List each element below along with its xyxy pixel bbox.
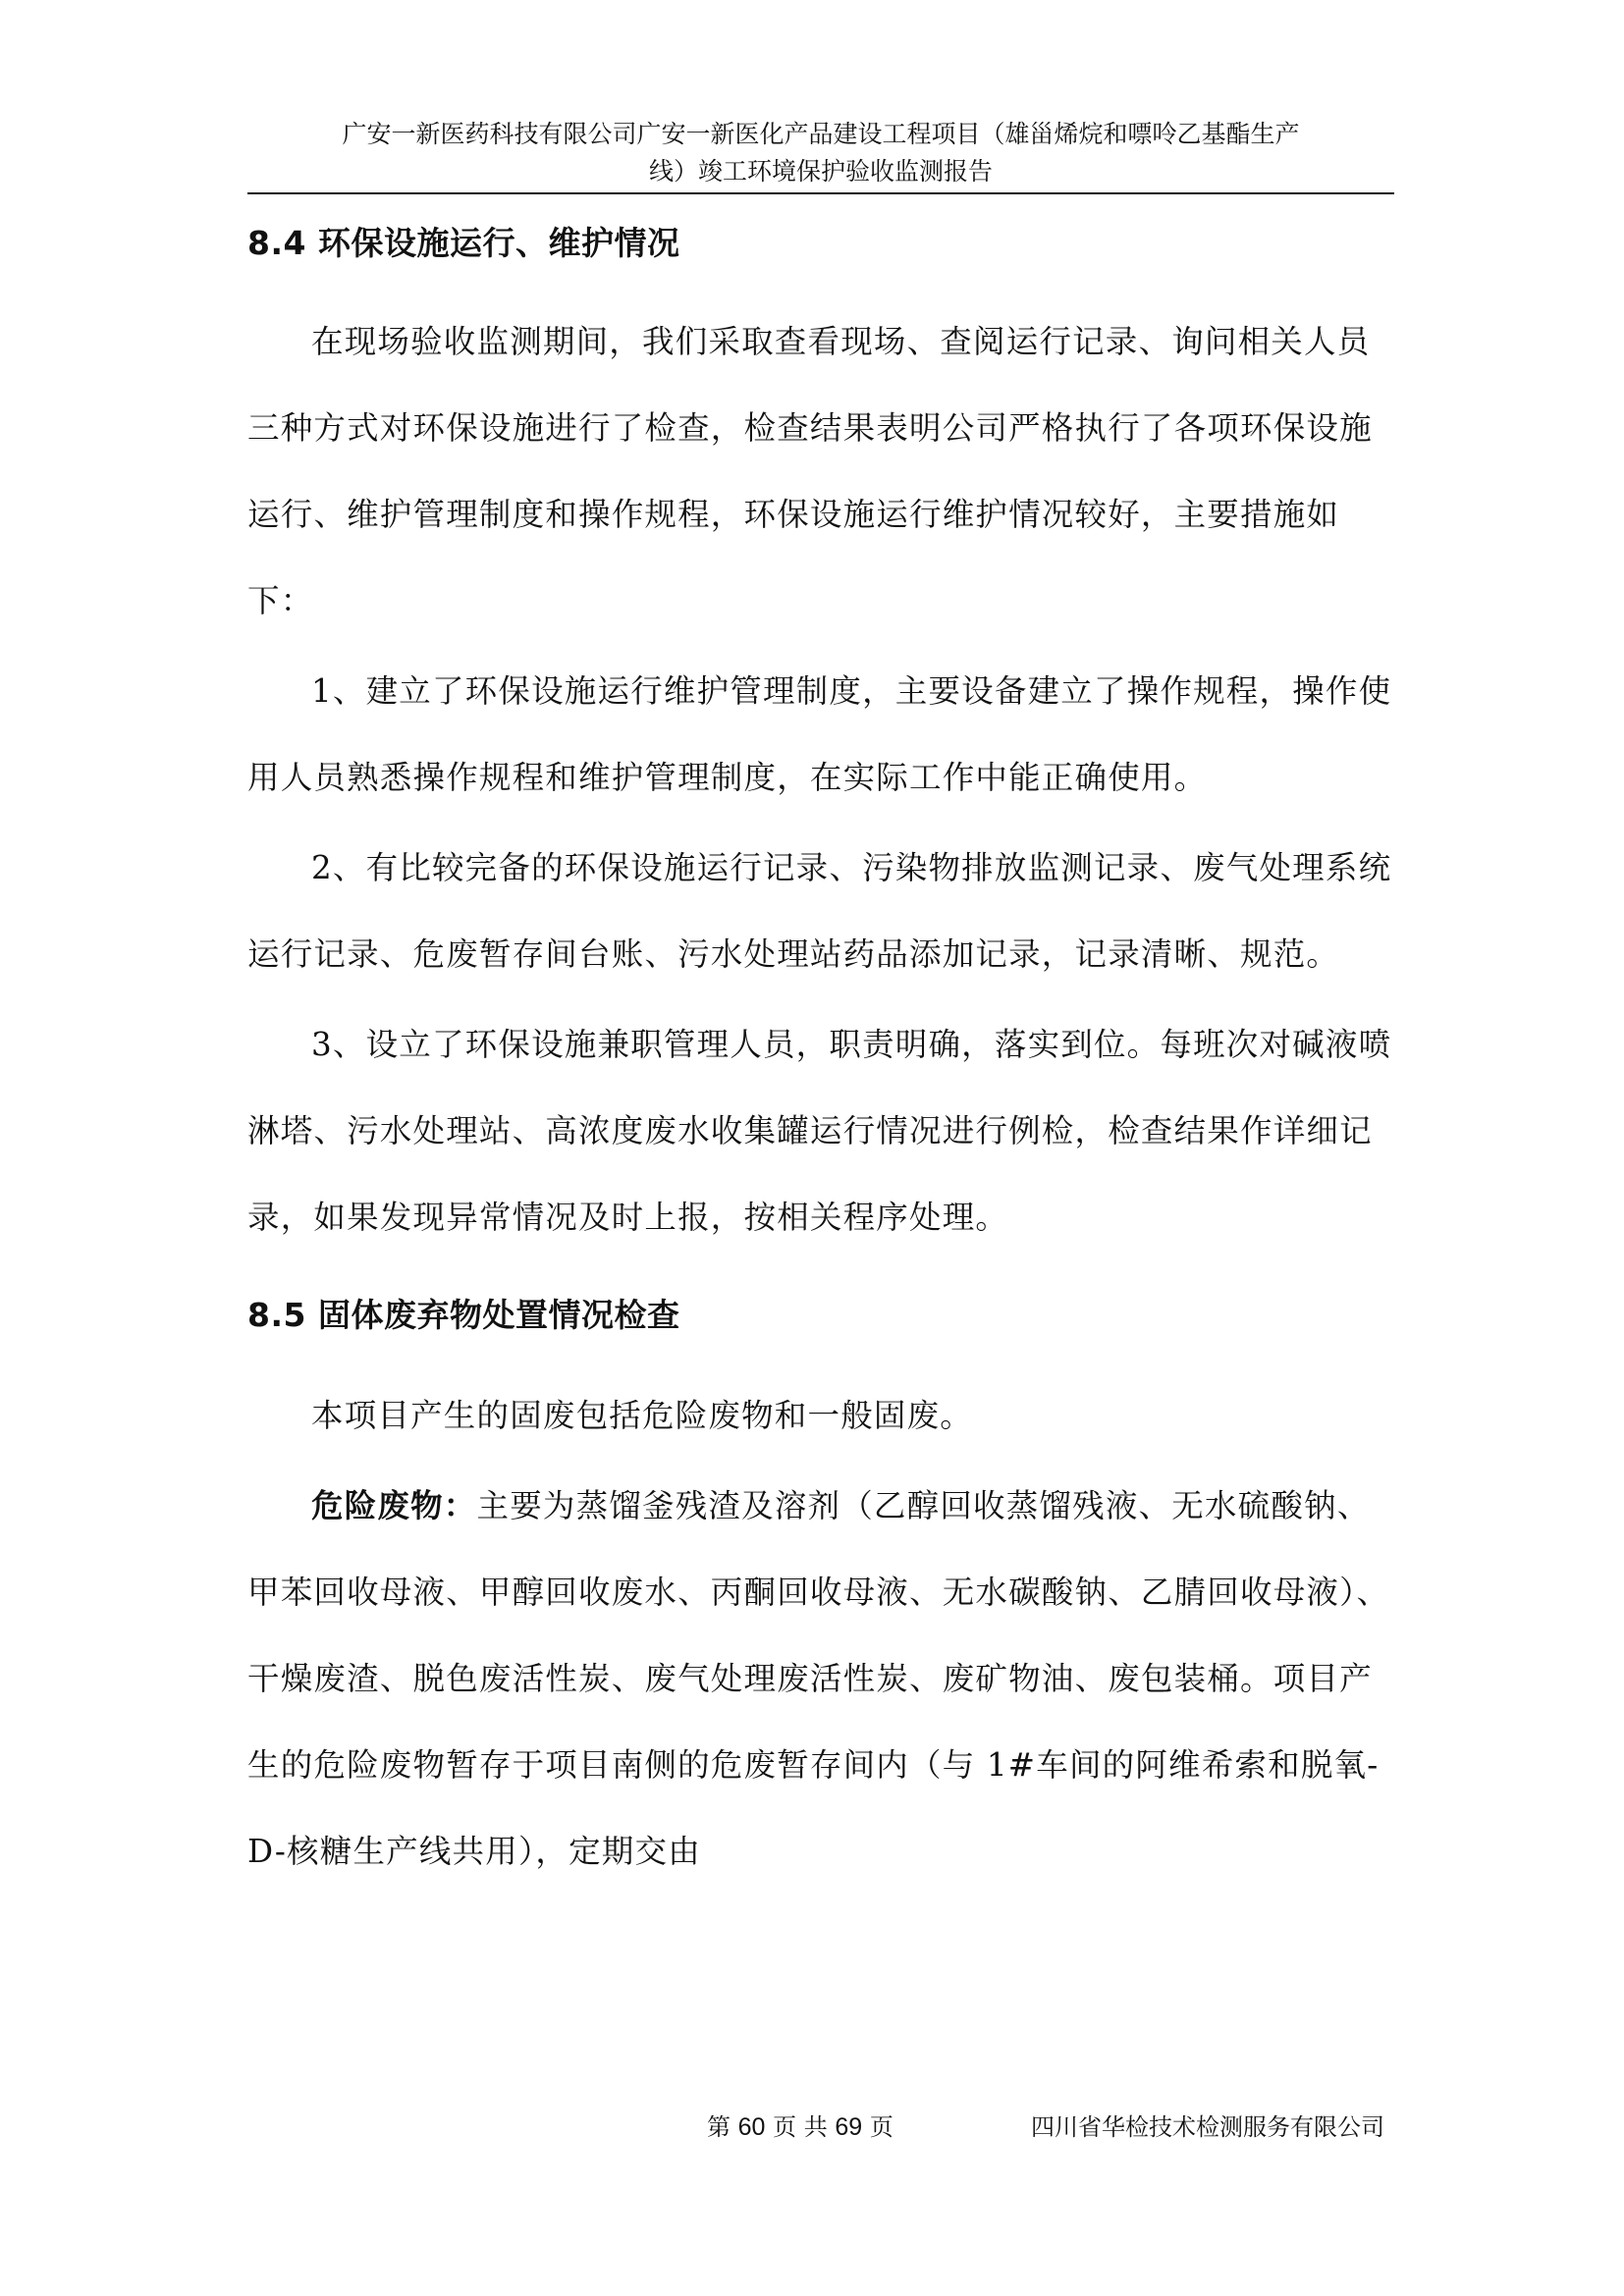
page-body	[247, 206, 1394, 1895]
header-divider	[247, 192, 1394, 194]
page-header	[247, 116, 1394, 190]
section-8-5-heading: 8.5 固体废弃物处置情况检查	[247, 1296, 680, 1334]
hazardous-waste-text: 主要为蒸馏釜残渣及溶剂（乙醇回收蒸馏残液、无水硫酸钠、甲苯回收母液、甲醇回收废水、丙酮回收母液、无水碳酸钠、乙腈回收母液）、干燥废渣、脱色废活性炭、废气处理废活性炭、废矿物油、废包装桶。项目产生的危险废物暂存于项目南侧的危废暂存间内（与 1#车间的阿维希索和脱氧-D-核糖生产线共用），定期交由	[247, 1487, 1390, 1870]
section-8-4-intro: 在现场验收监测期间，我们采取查看现场、查阅运行记录、询问相关人员三种方式对环保设施进行了检查，检查结果表明公司严格执行了各项环保设施运行、维护管理制度和操作规程，环保设施运行维护情况较好，主要措施如下：	[247, 323, 1373, 619]
page-number-suffix: 页	[869, 2113, 893, 2141]
page-number-current: 60	[737, 2113, 766, 2141]
footer-organization: 四川省华检技术检测服务有限公司	[1031, 2113, 1384, 2141]
header-title-line-2: 线）竣工环境保护验收监测报告	[648, 157, 993, 186]
section-8-4-heading: 8.4 环保设施运行、维护情况	[247, 224, 680, 262]
section-8-4-item-3: 3、设立了环保设施兼职管理人员，职责明确，落实到位。每班次对碱液喷淋塔、污水处理站、高浓度废水收集罐运行情况进行例检，检查结果作详细记录，如果发现异常情况及时上报，按相关程序处理。	[247, 1026, 1392, 1236]
section-8-4-item-2: 2、有比较完备的环保设施运行记录、污染物排放监测记录、废气处理系统运行记录、危废暂存间台账、污水处理站药品添加记录，记录清晰、规范。	[247, 849, 1392, 973]
page-number-prefix: 第	[707, 2113, 731, 2141]
header-title-line-1: 广安一新医药科技有限公司广安一新医化产品建设工程项目（雄甾烯烷和嘌呤乙基酯生产	[342, 120, 1300, 148]
hazardous-waste-label: 危险废物：	[311, 1487, 477, 1524]
section-8-4-item-1: 1、建立了环保设施运行维护管理制度，主要设备建立了操作规程，操作使用人员熟悉操作规程和维护管理制度，在实际工作中能正确使用。	[247, 672, 1392, 796]
page-number	[707, 2112, 893, 2142]
page-number-total: 69	[835, 2113, 863, 2141]
page-number-middle: 页 共	[773, 2113, 828, 2141]
hazardous-waste-paragraph	[247, 1463, 1394, 1895]
section-8-5-intro: 本项目产生的固废包括危险废物和一般固废。	[311, 1397, 974, 1434]
